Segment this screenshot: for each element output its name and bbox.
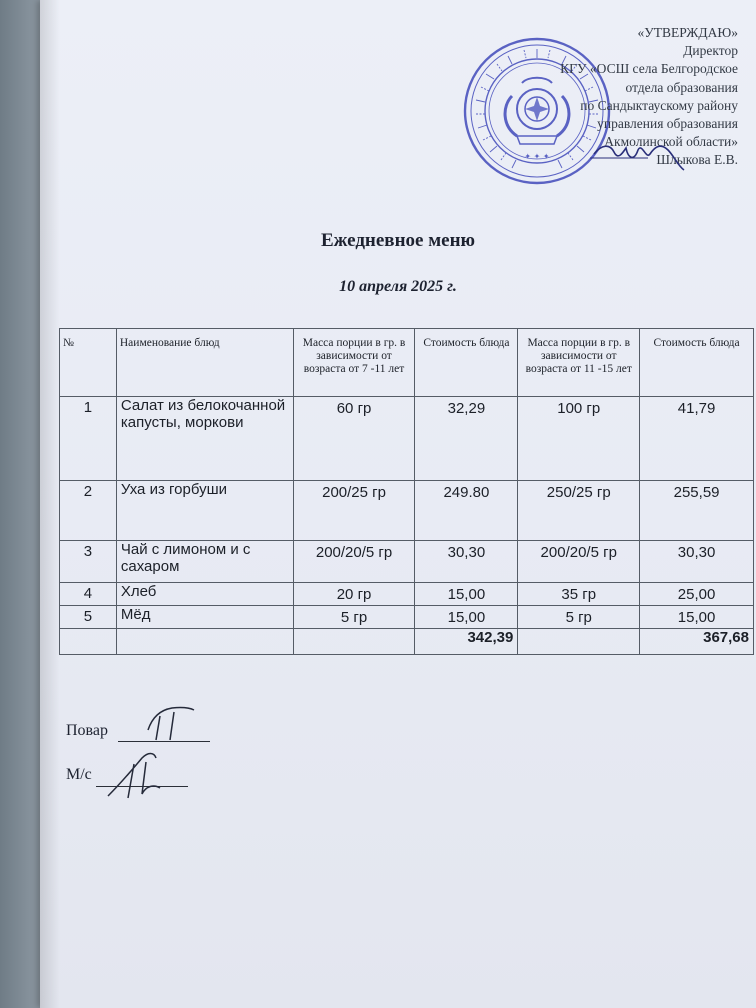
table-row [60,481,754,541]
cost-7-11: 32,29 [415,397,518,481]
dish-name: Салат из белокочанной капусты, моркови [116,397,293,481]
cost-11-15: 25,00 [640,583,754,606]
menu-table [59,328,754,655]
dish-name: Хлеб [116,583,293,606]
mass-11-15: 250/25 гр [518,481,640,541]
total-cost-11-15: 367,68 [640,629,754,655]
header-number: № [60,329,117,397]
cost-7-11: 15,00 [415,606,518,629]
totals-empty-name [116,629,293,655]
svg-text:✦ ✦ ✦: ✦ ✦ ✦ [524,152,550,161]
mass-11-15: 35 гр [518,583,640,606]
approval-org-line3: по Сандыктаускому району [580,97,738,113]
table-row [60,583,754,606]
cost-7-11: 15,00 [415,583,518,606]
cook-label: Повар [66,722,108,739]
dish-name: Мёд [116,606,293,629]
background-left [0,0,44,1008]
header-mass-11-15: Масса порции в гр. в зависимости от возраста от 11 -15 лет [518,329,640,397]
table-row [60,541,754,583]
document-page [40,0,756,1008]
approval-heading: «УТВЕРЖДАЮ» [637,25,738,40]
mass-7-11: 5 гр [293,606,415,629]
mass-7-11: 200/20/5 гр [293,541,415,583]
director-signature [588,130,688,176]
cost-11-15: 30,30 [640,541,754,583]
row-number: 2 [60,481,117,541]
approval-position: Директор [683,43,738,59]
header-cost-7-11: Стоимость блюда [415,329,518,397]
approval-org-line2: отдела образования [625,79,738,95]
cost-7-11: 249.80 [415,481,518,541]
cook-signature [138,700,198,746]
row-number: 4 [60,583,117,606]
mass-11-15: 200/20/5 гр [518,541,640,583]
total-cost-7-11: 342,39 [415,629,518,655]
approval-org-line4: управления образования [597,116,738,132]
menu-date: 10 апреля 2025 г. [339,278,457,295]
page-title: Ежедневное меню [320,230,476,251]
mass-7-11: 200/25 гр [293,481,415,541]
table-header-row [60,329,754,397]
mass-11-15: 5 гр [518,606,640,629]
header-mass-7-11: Масса порции в гр. в зависимости от возраста от 7 -11 лет [293,329,415,397]
approval-org-line5: Акмолинской области» [604,134,738,150]
totals-empty-mass2 [518,629,640,655]
cost-11-15: 41,79 [640,397,754,481]
row-number: 1 [60,397,117,481]
cost-11-15: 15,00 [640,606,754,629]
totals-row [60,629,754,655]
table-row [60,606,754,629]
cost-11-15: 255,59 [640,481,754,541]
dish-name: Уха из горбуши [116,481,293,541]
row-number: 5 [60,606,117,629]
dish-name: Чай с лимоном и с сахаром [116,541,293,583]
approval-org-line1: КГУ «ОСШ села Белгородское [560,61,738,77]
nurse-signature [102,744,172,804]
cost-7-11: 30,30 [415,541,518,583]
header-dish-name: Наименование блюд [116,329,293,397]
mass-7-11: 20 гр [293,583,415,606]
header-cost-11-15: Стоимость блюда [640,329,754,397]
row-number: 3 [60,541,117,583]
approval-signer: Шлыкова Е.В. [656,152,738,168]
nurse-label: М/с [66,766,92,783]
totals-empty-mass1 [293,629,415,655]
table-row [60,397,754,481]
totals-empty-number [60,629,117,655]
mass-7-11: 60 гр [293,397,415,481]
mass-11-15: 100 гр [518,397,640,481]
